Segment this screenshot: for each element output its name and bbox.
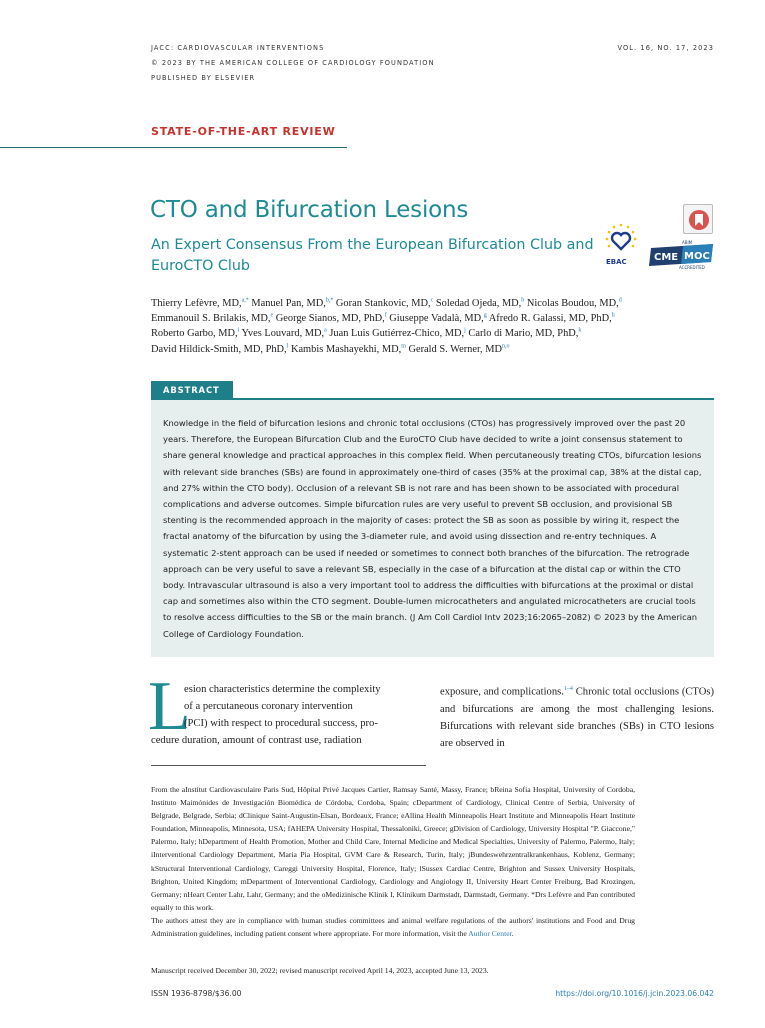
bookmark-icon[interactable] (683, 204, 713, 234)
publisher-line: PUBLISHED BY ELSEVIER (151, 74, 256, 82)
author-center-link[interactable]: Author Center (468, 929, 512, 939)
article-subtitle: An Expert Consensus From the European Bifurcation Club and EuroCTO Club (151, 237, 594, 274)
abstract-label: ABSTRACT (151, 381, 233, 398)
doi-link[interactable]: https://doi.org/10.1016/j.jcin.2023.06.042 (555, 989, 714, 998)
cme-text: CME (654, 252, 679, 263)
body-column-1: esion characteristics determine the complexity of a percutaneous coronary intervention (PCI) with respect to procedural success, pro- cedure duration, amount of contrast use, radiation (151, 684, 381, 747)
volume-info: VOL. 16, NO. 17, 2023 (617, 44, 714, 52)
accredited-text: ACCREDITED (679, 265, 705, 270)
copyright-line: © 2023 BY THE AMERICAN COLLEGE OF CARDIOLOGY FOUNDATION (151, 59, 435, 67)
attestation: The authors attest they are in compliance with human studies committees and animal welfare regulations of the authors' institutions and Food and Drug Administration guidelines, including patient consent where appropriate. For more information, visit the Author Center. (151, 915, 635, 939)
section-divider (0, 147, 347, 148)
drop-cap: L (148, 668, 191, 745)
footnotes (151, 783, 635, 940)
author-list: Thierry Lefèvre, MD,$^{a,*}$ Manuel Pan, MD,$^{b,*}$ Goran Stankovic, MD,$^c$ Soledad Ojeda, MD,$^b$ Nicolas Boudou, MD,$^d$ Emmanouil S. Brilakis, MD,$^e$ George Sianos, MD, PhD,$^f$ Giuseppe Vadalà, MD,$^g$ Afredo R. Galassi, MD, PhD,$^h$ Roberto Garbo, MD,$^i$ Yves Louvard, MD,$^a$ Juan Luis Gutiérrez-Chico, MD,$^j$ Carlo di Mario, MD, PhD,$^k$ David Hildick-Smith, MD, PhD,$^l$ Kambis Mashayekhi, MD,$^m$ Gerald S. Werner, MD$^{n,o}$ (151, 297, 622, 355)
article-title: CTO and Bifurcation Lesions (150, 197, 469, 223)
ebac-label: EBAC (606, 258, 627, 266)
moc-text: MOC (684, 251, 710, 262)
body-column-2: exposure, and complications.$^{1-4}$ Chronic total occlusions (CTOs) and bifurcations are among the most challenging lesions. Bifurcations with relevant side branches (SBs) in CTO lesions are observed in (440, 686, 714, 749)
section-label: STATE-OF-THE-ART REVIEW (151, 125, 336, 138)
manuscript-dates: Manuscript received December 30, 2022; revised manuscript received April 14, 2023, accepted June 13, 2023. (151, 966, 489, 975)
cme-moc-badge-icon (645, 240, 715, 270)
affiliations: From the aInstitut Cardiovasculaire Paris Sud, Hôpital Privé Jacques Cartier, Ramsay Santé, Massy, France; bReina Sofia Hospital, University of Cordoba, Instituto Maimónides de Investigación Biomédica de Córdoba, Cordoba, Spain; cDepartment of Cardiology, Clinical Centre of Serbia, University of Belgrade, Belgrade, Serbia; dClinique Saint-Augustin-Elsan, Bordeaux, France; eAllina Health Minneapolis Heart Institute and Minneapolis Heart Institute Foundation, Minneapolis, Minnesota, USA; fAHEPA University Hospital, Thessaloniki, Greece; gDivision of Cardiology, University Hospital "P. Giaccone," Palermo, Italy; hDepartment of Health Promotion, Mother and Child Care, Internal Medicine and Medical Specialties, University of Palermo, Palermo, Italy; iInterventional Cardiology Department, Maria Pia Hospital, GVM Care & Research, Turin, Italy; jBundeswehrzentralkrankenhaus, Koblenz, Germany; kStructural Interventional Cardiology, Careggi University Hospital, Florence, Italy; lSussex Cardiac Centre, Brighton and Sussex University Hospitals, Brighton, United Kingdom; mDepartment of Interventional Cardiology, Cardiology and Angiology II, University Heart Center Freiburg, Bad Krozingen, Germany; nHeart Center Lahr, Lahr, Germany; and the oMedizinische Klinik I, Klinikum Darmstadt, Darmstadt, Germany. *Drs Lefèvre and Pan contributed equally to this work. (151, 785, 635, 912)
footnote-divider (151, 765, 426, 766)
abim-text: ABIM (682, 240, 693, 245)
issn: ISSN 1936-8798/$36.00 (151, 989, 242, 998)
abstract-text: Knowledge in the field of bifurcation lesions and chronic total occlusions (CTOs) has progressively improved over the past 20 years. Therefore, the European Bifurcation Club and the EuroCTO Club have decided to write a joint consensus statement to share general knowledge and practical approaches in this complex field. When percutaneously treating CTOs, bifurcation lesions with relevant side branches (SBs) are found in approximately one-third of cases (35% at the proximal cap, 38% at the distal cap, and 27% within the CTO body). Occlusion of a relevant SB is not rare and has been shown to be associated with procedural complications and adverse outcomes. Simple bifurcation rules are very useful to prevent SB occlusion, and provisional SB stenting is the recommended approach in the majority of cases: protect the SB as soon as possible by wiring it, respect the fractal anatomy of the bifurcation by using the 3-diameter rule, and avoid using dissection and re-entry techniques. A systematic 2-stent approach can be used if needed or sometimes to connect both branches of the bifurcation. The retrograde approach can be very useful to save a relevant SB, especially in the case of a bifurcation at the distal cap or within the CTO body. Intravascular ultrasound is also a very important tool to address the difficulties with bifurcations at the proximal or distal cap and sometimes also within the CTO segment. Double-lumen microcatheters and angulated microcatheters are crucial tools to resolve access difficulties to the SB or the main branch. (J Am Coll Cardiol Intv 2023;16:2065–2082) © 2023 by the American College of Cardiology Foundation. (163, 418, 702, 639)
journal-name: JACC: CARDIOVASCULAR INTERVENTIONS (151, 44, 325, 52)
